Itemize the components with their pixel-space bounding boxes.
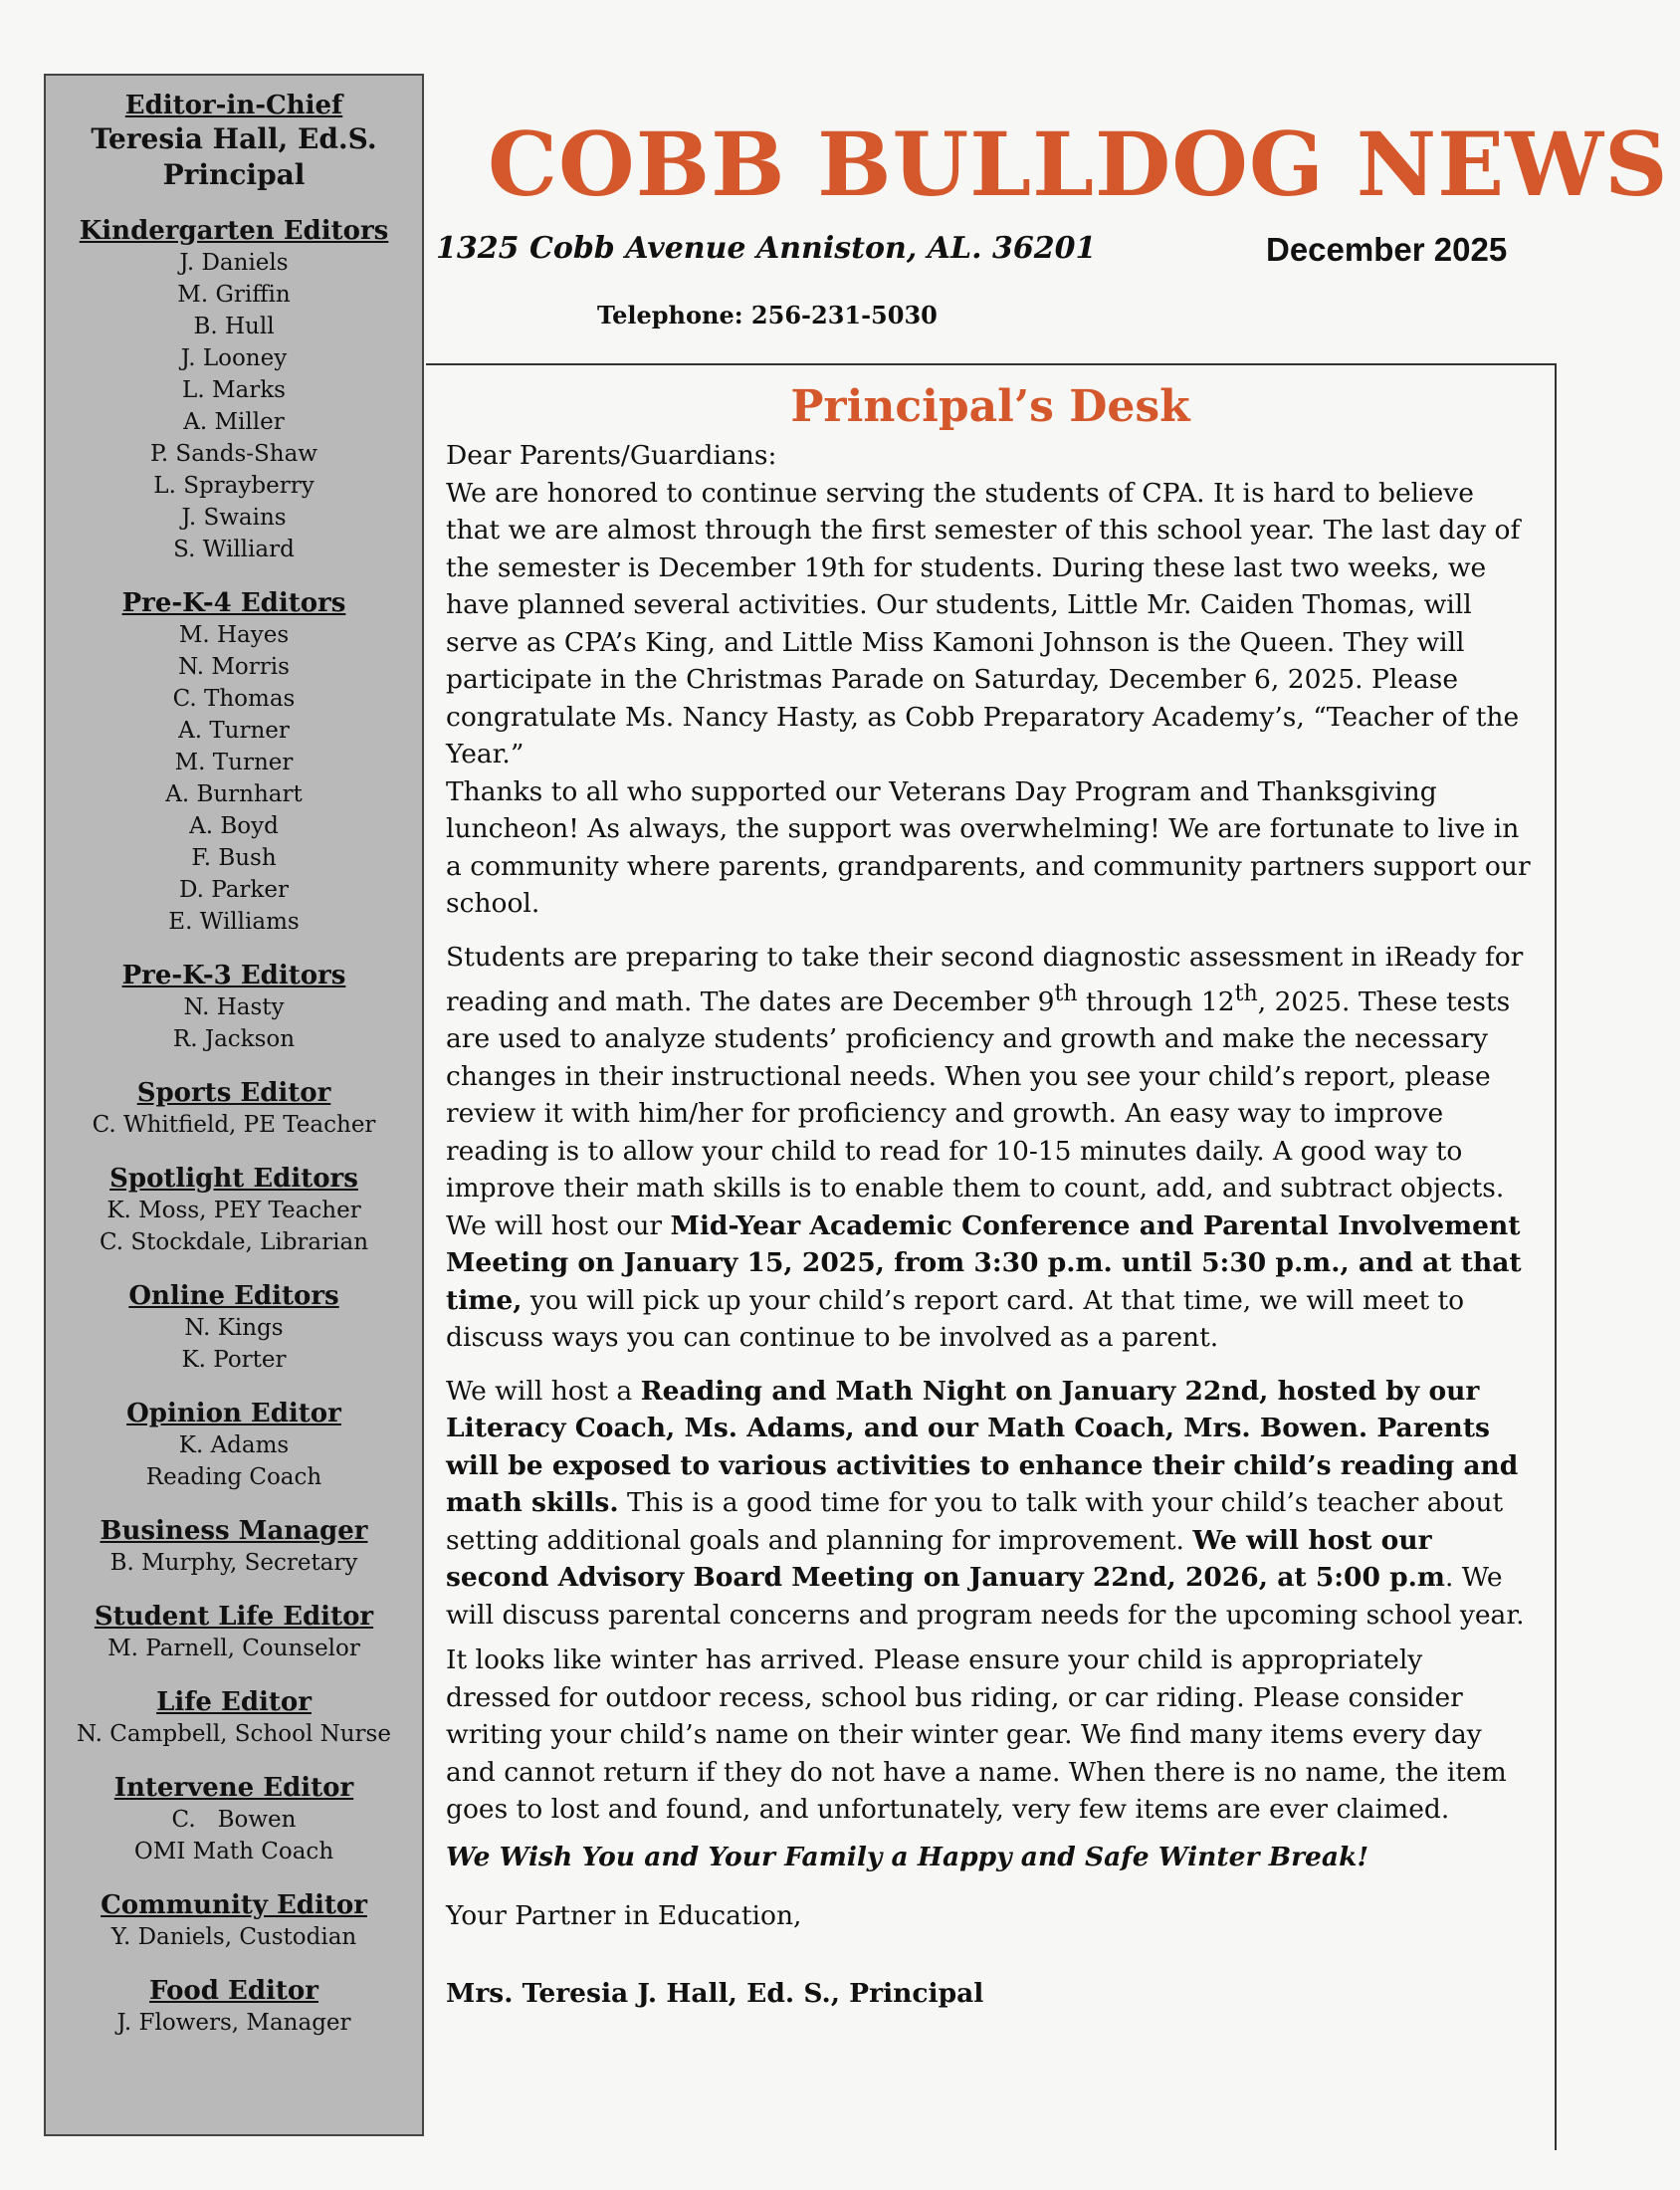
editor-section xyxy=(46,215,422,565)
editor-section-title: Online Editors xyxy=(128,1281,339,1311)
editor-section xyxy=(46,1601,422,1664)
editor-name: D. Parker xyxy=(179,877,289,903)
winter-wish: We Wish You and Your Family a Happy and Safe Winter Break! xyxy=(446,1841,1369,1872)
closing: Your Partner in Education, xyxy=(446,1900,802,1932)
editor-name: M. Griffin xyxy=(177,282,291,308)
editor-section xyxy=(46,1975,422,2039)
editor-name: J. Swains xyxy=(181,505,287,531)
editor-section xyxy=(46,587,422,938)
editor-section xyxy=(46,1889,422,1953)
editor-section-title: Community Editor xyxy=(101,1890,367,1920)
paragraph-4: We will host a Reading and Math Night on January 22nd, hosted by our Literacy Coach, Ms. Adams, and our Math Coach, Mrs. Bowen. Parents will be exposed to various activities to enhance their child’s reading and math skills. This is a good time for you to talk with your child’s teacher about setting additional goals and planning for improvement. We will host our second Advisory Board Meeting on January 22nd, 2026, at 5:00 p.m. We will discuss parental concerns and program needs for the upcoming school year. xyxy=(446,1375,1525,1631)
school-address: 1325 Cobb Avenue Anniston, AL. 36201 xyxy=(436,231,1097,266)
editor-name: C. Whitfield, PE Teacher xyxy=(92,1112,376,1138)
editor-name: Y. Daniels, Custodian xyxy=(110,1924,357,1950)
editor-name: L. Marks xyxy=(182,377,286,403)
editor-section-title: Intervene Editor xyxy=(113,1773,354,1803)
editor-name: M. Hayes xyxy=(178,622,290,648)
editor-name: K. Porter xyxy=(181,1347,287,1373)
editor-section xyxy=(46,1280,422,1376)
editor-name: P. Sands-Shaw xyxy=(150,441,317,467)
editor-name: A. Turner xyxy=(178,718,290,744)
paragraph-5: It looks like winter has arrived. Please ensure your child is appropriately dressed for outdoor recess, school bus riding, or car riding. Please consider writing your child’s name on their winter gear. We find many items every day and cannot return if they do not have a name. When there is no name, the item goes to lost and found, and unfortunately, very few items are ever claimed. xyxy=(446,1644,1507,1826)
editor-name: N. Hasty xyxy=(183,994,285,1020)
paragraph-3: Students are preparing to take their second diagnostic assessment in iReady for reading and math. The dates are December 9th through 12th, 2025. These tests are used to analyze students’ proficiency and growth and make the necessary changes in their instructional needs. When you see your child’s report, please review it with him/her for proficiency and growth. An easy way to improve reading is to allow your child to read for 10-15 minutes daily. A good way to improve their math skills is to enable them to count, add, and subtract objects. We will host our Mid-Year Academic Conference and Parental Involvement Meeting on January 15, 2025, from 3:30 p.m. until 5:30 p.m., and at that time, you will pick up your child’s report card. At that time, we will meet to discuss ways you can continue to be involved as a parent. xyxy=(446,941,1524,1354)
editor-section xyxy=(46,1515,422,1579)
editor-section-title: Sports Editor xyxy=(136,1078,331,1108)
editors-sidebar xyxy=(44,74,424,2136)
editor-name: Reading Coach xyxy=(145,1464,322,1490)
editor-name: A. Miller xyxy=(183,409,285,435)
editor-name: K. Moss, PEY Teacher xyxy=(106,1198,361,1223)
editor-section-title: Kindergarten Editors xyxy=(79,216,389,246)
editor-name: J. Looney xyxy=(180,345,288,371)
editor-name: A. Burnhart xyxy=(165,781,303,807)
chief-section xyxy=(46,90,422,193)
editor-section xyxy=(46,1077,422,1141)
editor-name: N. Morris xyxy=(178,654,290,680)
editor-section xyxy=(46,1163,422,1258)
editor-name: OMI Math Coach xyxy=(133,1839,334,1864)
chief-role: Principal xyxy=(162,158,306,191)
editor-name: C. Stockdale, Librarian xyxy=(99,1229,369,1255)
editor-section-title: Student Life Editor xyxy=(94,1602,374,1632)
editor-name: F. Bush xyxy=(191,845,277,871)
editor-section-title: Opinion Editor xyxy=(126,1399,341,1428)
editor-name: N. Kings xyxy=(184,1315,284,1341)
editor-name: J. Flowers, Manager xyxy=(116,2010,351,2036)
chief-title: Editor-in-Chief xyxy=(124,91,343,120)
chief-name: Teresia Hall, Ed.S. xyxy=(91,122,377,155)
paragraph-1: We are honored to continue serving the students of CPA. It is hard to believe that we are almost through the first semester of this school year. The last day of the semester is December 19th for students. During these last two weeks, we have planned several activities. Our students, Little Mr. Caiden Thomas, will serve as CPA’s King, and Little Miss Kamoni Johnson is the Queen. They will participate in the Christmas Parade on Saturday, December 6, 2025. Please congratulate Ms. Nancy Hasty, as Cobb Preparatory Academy’s, “Teacher of the Year.” xyxy=(446,477,1521,769)
editor-name: A. Boyd xyxy=(189,813,279,839)
editor-section-title: Pre-K-3 Editors xyxy=(121,961,346,990)
editor-section xyxy=(46,960,422,1055)
issue-date: December 2025 xyxy=(1266,231,1508,268)
greeting: Dear Parents/Guardians: xyxy=(446,440,777,471)
editor-name: M. Turner xyxy=(174,750,294,775)
editor-name: R. Jackson xyxy=(172,1026,296,1052)
editor-name: B. Hull xyxy=(193,314,275,339)
editor-name: C. Bowen xyxy=(171,1807,297,1833)
editor-name: K. Adams xyxy=(178,1432,290,1458)
editor-section-title: Business Manager xyxy=(100,1516,368,1546)
editor-name: S. Williard xyxy=(173,537,295,562)
editor-section-title: Spotlight Editors xyxy=(109,1164,358,1194)
editor-section-title: Food Editor xyxy=(149,1976,318,2006)
editor-section-title: Life Editor xyxy=(156,1687,312,1717)
masthead-title: COBB BULLDOG NEWS xyxy=(488,112,1669,216)
editor-name: E. Williams xyxy=(168,909,300,935)
editor-name: B. Murphy, Secretary xyxy=(109,1550,358,1576)
signature: Mrs. Teresia J. Hall, Ed. S., Principal xyxy=(446,1977,984,2009)
editor-name: C. Thomas xyxy=(172,686,296,712)
editor-section-title: Pre-K-4 Editors xyxy=(121,588,346,618)
paragraph-2: Thanks to all who supported our Veterans Day Program and Thanksgiving luncheon! As always, the support was overwhelming! We are fortunate to live in a community where parents, grandparents, and community partners support our school. xyxy=(446,775,1531,919)
telephone: Telephone: 256-231-5030 xyxy=(597,301,938,329)
editor-name: N. Campbell, School Nurse xyxy=(77,1721,391,1747)
editor-name: L. Sprayberry xyxy=(153,473,315,499)
article-title: Principal’s Desk xyxy=(790,381,1190,432)
editor-section xyxy=(46,1772,422,1867)
editor-name: M. Parnell, Counselor xyxy=(107,1636,360,1661)
editor-section xyxy=(46,1398,422,1493)
editor-name: J. Daniels xyxy=(179,250,289,276)
editor-section xyxy=(46,1686,422,1750)
principals-desk-article xyxy=(426,363,1557,2150)
